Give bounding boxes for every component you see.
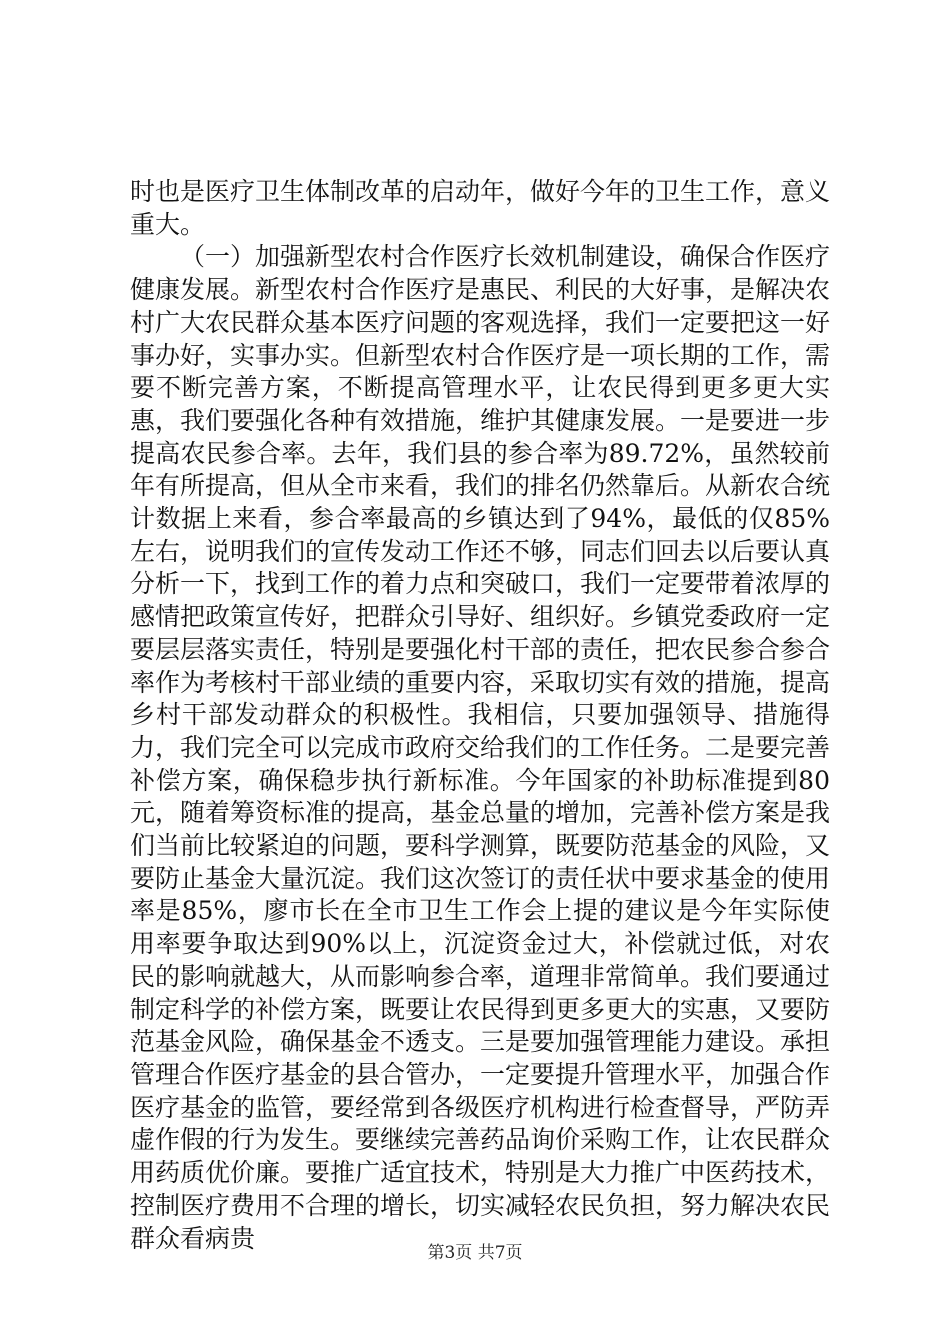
page-footer <box>0 1242 950 1264</box>
document-body <box>130 176 830 1255</box>
paragraph-2: （一）加强新型农村合作医疗长效机制建设，确保合作医疗健康发展。新型农村合作医疗是惠民、利民的大好事，是解决农村广大农民群众基本医疗问题的客观选择，我们一定要把这一好事办好，实事办实。但新型农村合作医疗是一项长期的工作，需要不断完善方案，不断提高管理水平，让农民得到更多更大实惠，我们要强化各种有效措施，维护其健康发展。一是要进一步提高农民参合率。去年，我们县的参合率为89.72%，虽然较前年有所提高，但从全市来看，我们的排名仍然靠后。从新农合统计数据上来看，参合率最高的乡镇达到了94%，最低的仅85%左右，说明我们的宣传发动工作还不够，同志们回去以后要认真分析一下，找到工作的着力点和突破口，我们一定要带着浓厚的感情把政策宣传好，把群众引导好、组织好。乡镇党委政府一定要层层落实责任，特别是要强化村干部的责任，把农民参合参合率作为考核村干部业绩的重要内容，采取切实有效的措施，提高乡村干部发动群众的积极性。我相信，只要加强领导、措施得力，我们完全可以完成市政府交给我们的工作任务。二是要完善补偿方案，确保稳步执行新标准。今年国家的补助标准提到80元，随着筹资标准的提高，基金总量的增加，完善补偿方案是我们当前比较紧迫的问题，要科学测算，既要防范基金的风险，又要防止基金大量沉淀。我们这次签订的责任状中要求基金的使用率是85%，廖市长在全市卫生工作会上提的建议是今年实际使用率要争取达到90%以上，沉淀资金过大，补偿就过低，对农民的影响就越大，从而影响参合率，道理非常简单。我们要通过制定科学的补偿方案，既要让农民得到更多更大的实惠，又要防范基金风险，确保基金不透支。三是要加强管理能力建设。承担管理合作医疗基金的县合管办，一定要提升管理水平，加强合作医疗基金的监管，要经常到各级医疗机构进行检查督导，严防弄虚作假的行为发生。要继续完善药品询价采购工作，让农民群众用药质优价廉。要推广适宜技术，特别是大力推广中医药技术，控制医疗费用不合理的增长，切实减轻农民负担，努力解决农民群众看病贵 <box>130 242 831 1253</box>
page-number-label: 第3页 共7页 <box>427 1243 523 1263</box>
paragraph-1: 时也是医疗卫生体制改革的启动年，做好今年的卫生工作，意义重大。 <box>130 177 831 239</box>
